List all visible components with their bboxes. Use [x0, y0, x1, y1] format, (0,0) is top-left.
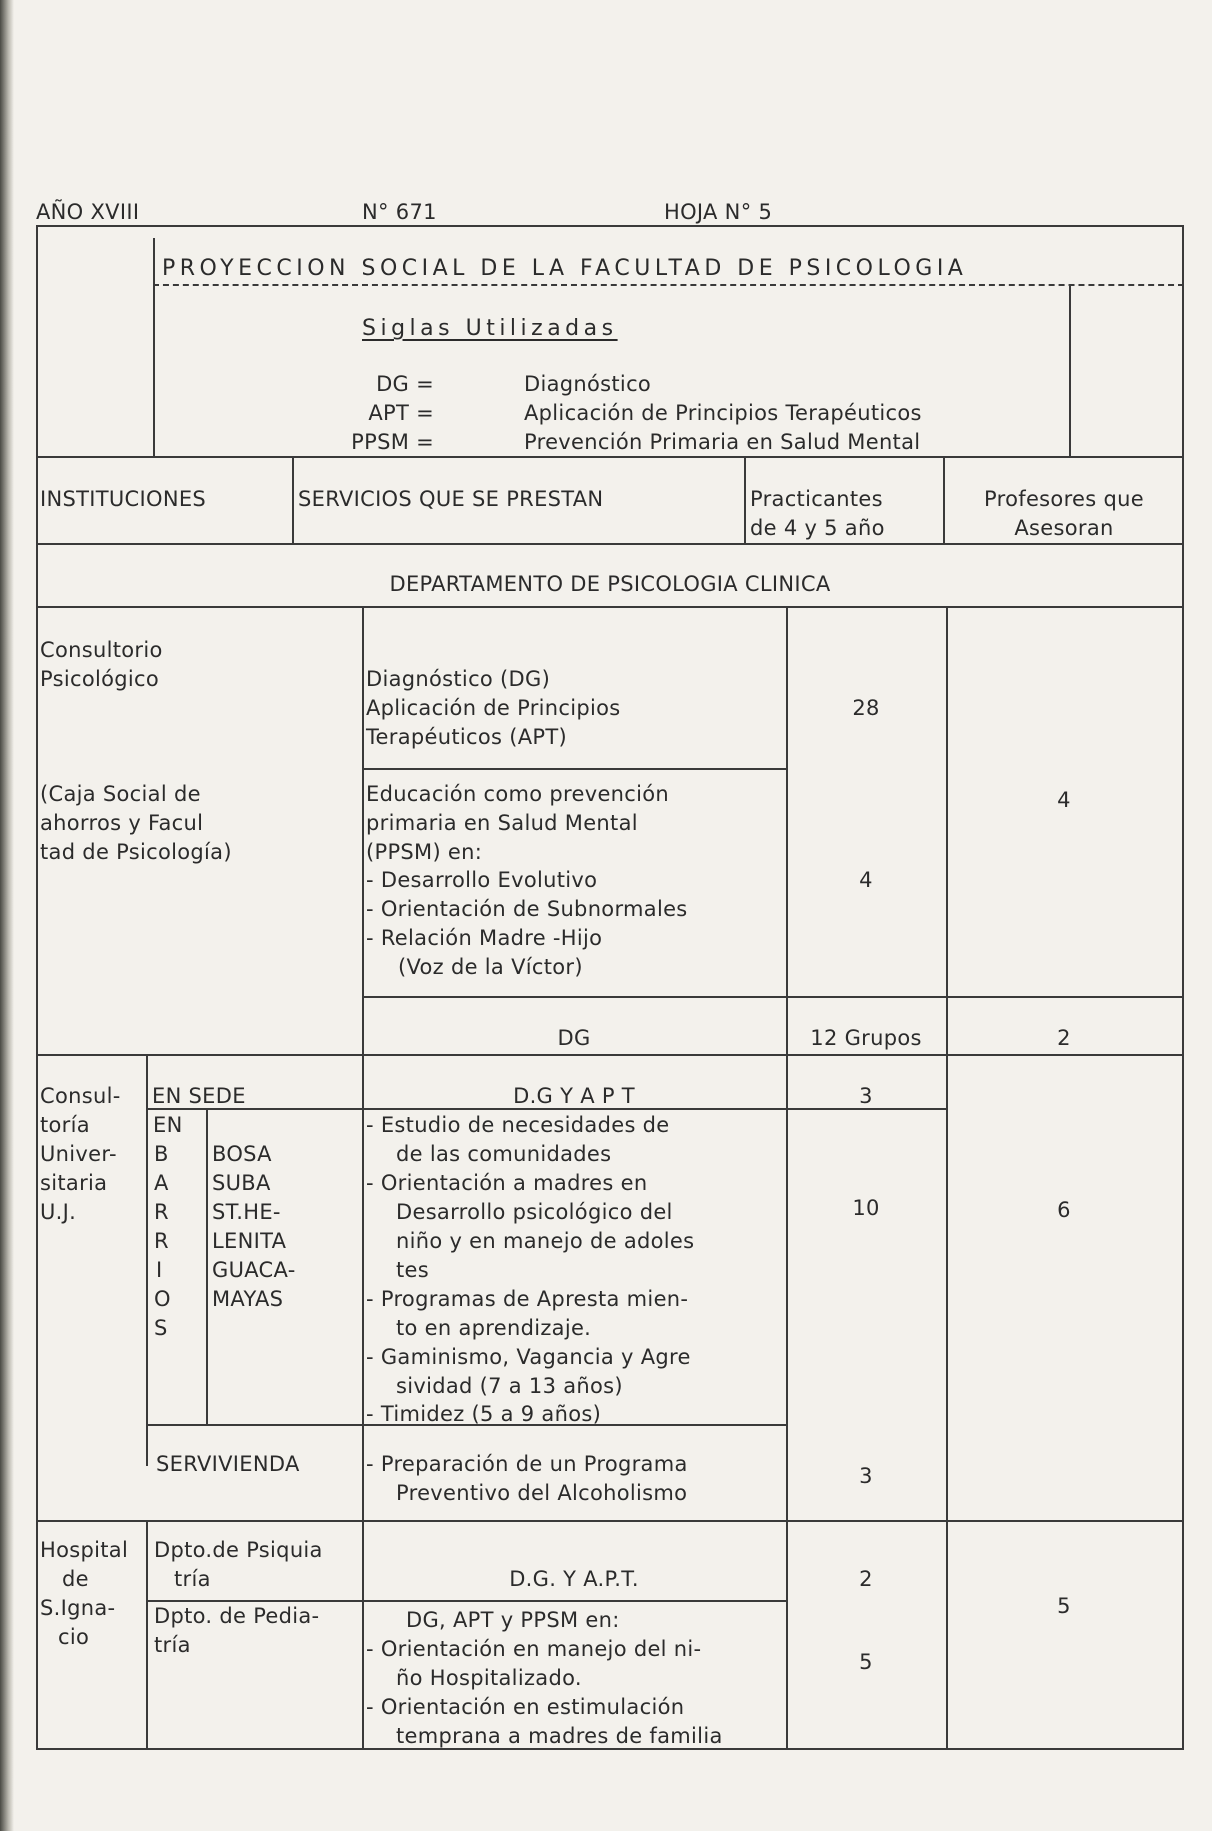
institution-name: cio — [58, 1625, 90, 1649]
department-psiquiatria: tría — [174, 1567, 211, 1591]
vertical-letter: O — [154, 1287, 171, 1311]
service-line: (PPSM) en: — [366, 840, 483, 864]
acronym-meaning: Aplicación de Principios Terapéuticos — [524, 401, 922, 425]
acronym-code: DG = — [376, 372, 434, 396]
department-psiquiatria: Dpto.de Psiquia — [154, 1538, 323, 1562]
service-line: - Preparación de un Programa — [366, 1452, 688, 1476]
service-line: - Programas de Apresta mien- — [366, 1287, 689, 1311]
header-sheet: HOJA N° 5 — [664, 200, 773, 224]
practitioners-count: 12 Grupos — [810, 1026, 922, 1050]
practitioners-count: 2 — [859, 1567, 873, 1591]
column-header-professors: Profesores que — [984, 487, 1144, 511]
professors-count: 4 — [1057, 788, 1071, 812]
acronyms-heading: Siglas Utilizadas — [362, 316, 618, 341]
header-number: N° 671 — [362, 200, 437, 224]
service-line: primaria en Salud Mental — [366, 811, 638, 835]
service-line: - Orientación en manejo del ni- — [366, 1637, 702, 1661]
location-servivienda: SERVIVIENDA — [156, 1452, 300, 1476]
column-header-institutions: INSTITUCIONES — [40, 487, 207, 511]
institution-name: Hospital — [40, 1538, 129, 1562]
acronym-code: APT = — [368, 401, 434, 425]
practitioners-count: 4 — [859, 868, 873, 892]
service-line: temprana a madres de familia — [396, 1724, 723, 1748]
service-line: sividad (7 a 13 años) — [396, 1374, 623, 1398]
barrio-name: ST.HE- — [212, 1200, 281, 1224]
institution-sponsor: tad de Psicología) — [40, 840, 232, 864]
service-line: - Relación Madre -Hijo — [366, 926, 603, 950]
vertical-letter: B — [154, 1142, 169, 1166]
department-title: DEPARTAMENTO DE PSICOLOGIA CLINICA — [389, 572, 831, 596]
header-year: AÑO XVIII — [36, 200, 140, 224]
service-line: - Orientación a madres en — [366, 1171, 648, 1195]
service-line: Desarrollo psicológico del — [396, 1200, 673, 1224]
professors-count: 6 — [1057, 1198, 1071, 1222]
service-line: - Orientación en estimulación — [366, 1695, 685, 1719]
service-line: D.G. Y A.P.T. — [509, 1567, 639, 1591]
institution-name: U.J. — [40, 1200, 77, 1224]
institution-name: sitaria — [40, 1171, 108, 1195]
service-line: DG, APT y PPSM en: — [406, 1608, 620, 1632]
service-line: DG — [557, 1026, 591, 1050]
practitioners-count: 10 — [852, 1196, 880, 1220]
vertical-letter: R — [154, 1229, 169, 1253]
professors-count: 5 — [1057, 1594, 1071, 1618]
practitioners-count: 3 — [859, 1464, 873, 1488]
service-line: Diagnóstico (DG) — [366, 667, 551, 691]
vertical-letter: A — [154, 1171, 169, 1195]
column-header-professors: Asesoran — [1014, 516, 1114, 540]
institution-sponsor: ahorros y Facul — [40, 811, 204, 835]
acronym-meaning: Diagnóstico — [524, 372, 652, 396]
institution-name: Consul- — [40, 1084, 121, 1108]
service-line: de las comunidades — [396, 1142, 612, 1166]
barrio-name: MAYAS — [212, 1287, 284, 1311]
institution-name: de — [62, 1567, 89, 1591]
service-line: Aplicación de Principios — [366, 696, 621, 720]
barrio-name: GUACA- — [212, 1258, 296, 1282]
department-pediatria: Dpto. de Pedia- — [154, 1604, 320, 1628]
vertical-letter: R — [154, 1200, 169, 1224]
page-edge-shadow — [0, 0, 14, 1831]
service-line: Educación como prevención — [366, 782, 670, 806]
institution-name: Psicológico — [40, 667, 160, 691]
barrio-name: BOSA — [212, 1142, 272, 1166]
column-header-practitioners: de 4 y 5 año — [750, 516, 885, 540]
institution-name: Consultorio — [40, 638, 163, 662]
service-line: niño y en manejo de adoles — [396, 1229, 695, 1253]
acronym-meaning: Prevención Primaria en Salud Mental — [524, 430, 921, 454]
service-line: Preventivo del Alcoholismo — [396, 1481, 688, 1505]
institution-name: Univer- — [40, 1142, 117, 1166]
barrio-name: SUBA — [212, 1171, 271, 1195]
service-line: - Timidez (5 a 9 años) — [366, 1402, 602, 1426]
vertical-letter: S — [154, 1316, 168, 1340]
practitioners-count: 28 — [852, 696, 880, 720]
practitioners-count: 3 — [859, 1084, 873, 1108]
service-line: - Desarrollo Evolutivo — [366, 868, 598, 892]
service-line: - Gaminismo, Vagancia y Agre — [366, 1345, 691, 1369]
location-en-sede: EN SEDE — [152, 1084, 246, 1108]
column-header-services: SERVICIOS QUE SE PRESTAN — [298, 487, 604, 511]
barrio-name: LENITA — [212, 1229, 287, 1253]
service-line: tes — [396, 1258, 429, 1282]
institution-sponsor: (Caja Social de — [40, 782, 201, 806]
practitioners-count: 5 — [859, 1650, 873, 1674]
institution-name: toría — [40, 1113, 90, 1137]
professors-count: 2 — [1057, 1026, 1071, 1050]
document-title: PROYECCION SOCIAL DE LA FACULTAD DE PSICOLOGIA — [162, 256, 968, 281]
institution-name: S.Igna- — [40, 1596, 116, 1620]
service-line: D.G Y A P T — [513, 1084, 635, 1108]
vertical-letter: I — [156, 1258, 163, 1282]
acronym-code: PPSM = — [351, 430, 434, 454]
column-header-practitioners: Practicantes — [750, 487, 883, 511]
service-line: - Estudio de necesidades de — [366, 1113, 670, 1137]
service-line: - Orientación de Subnormales — [366, 897, 688, 921]
service-line: Terapéuticos (APT) — [366, 725, 567, 749]
service-line: (Voz de la Víctor) — [398, 955, 583, 979]
service-line: to en aprendizaje. — [396, 1316, 592, 1340]
service-line: ño Hospitalizado. — [396, 1666, 582, 1690]
vertical-letter: EN — [153, 1113, 183, 1137]
department-pediatria: tría — [154, 1633, 191, 1657]
